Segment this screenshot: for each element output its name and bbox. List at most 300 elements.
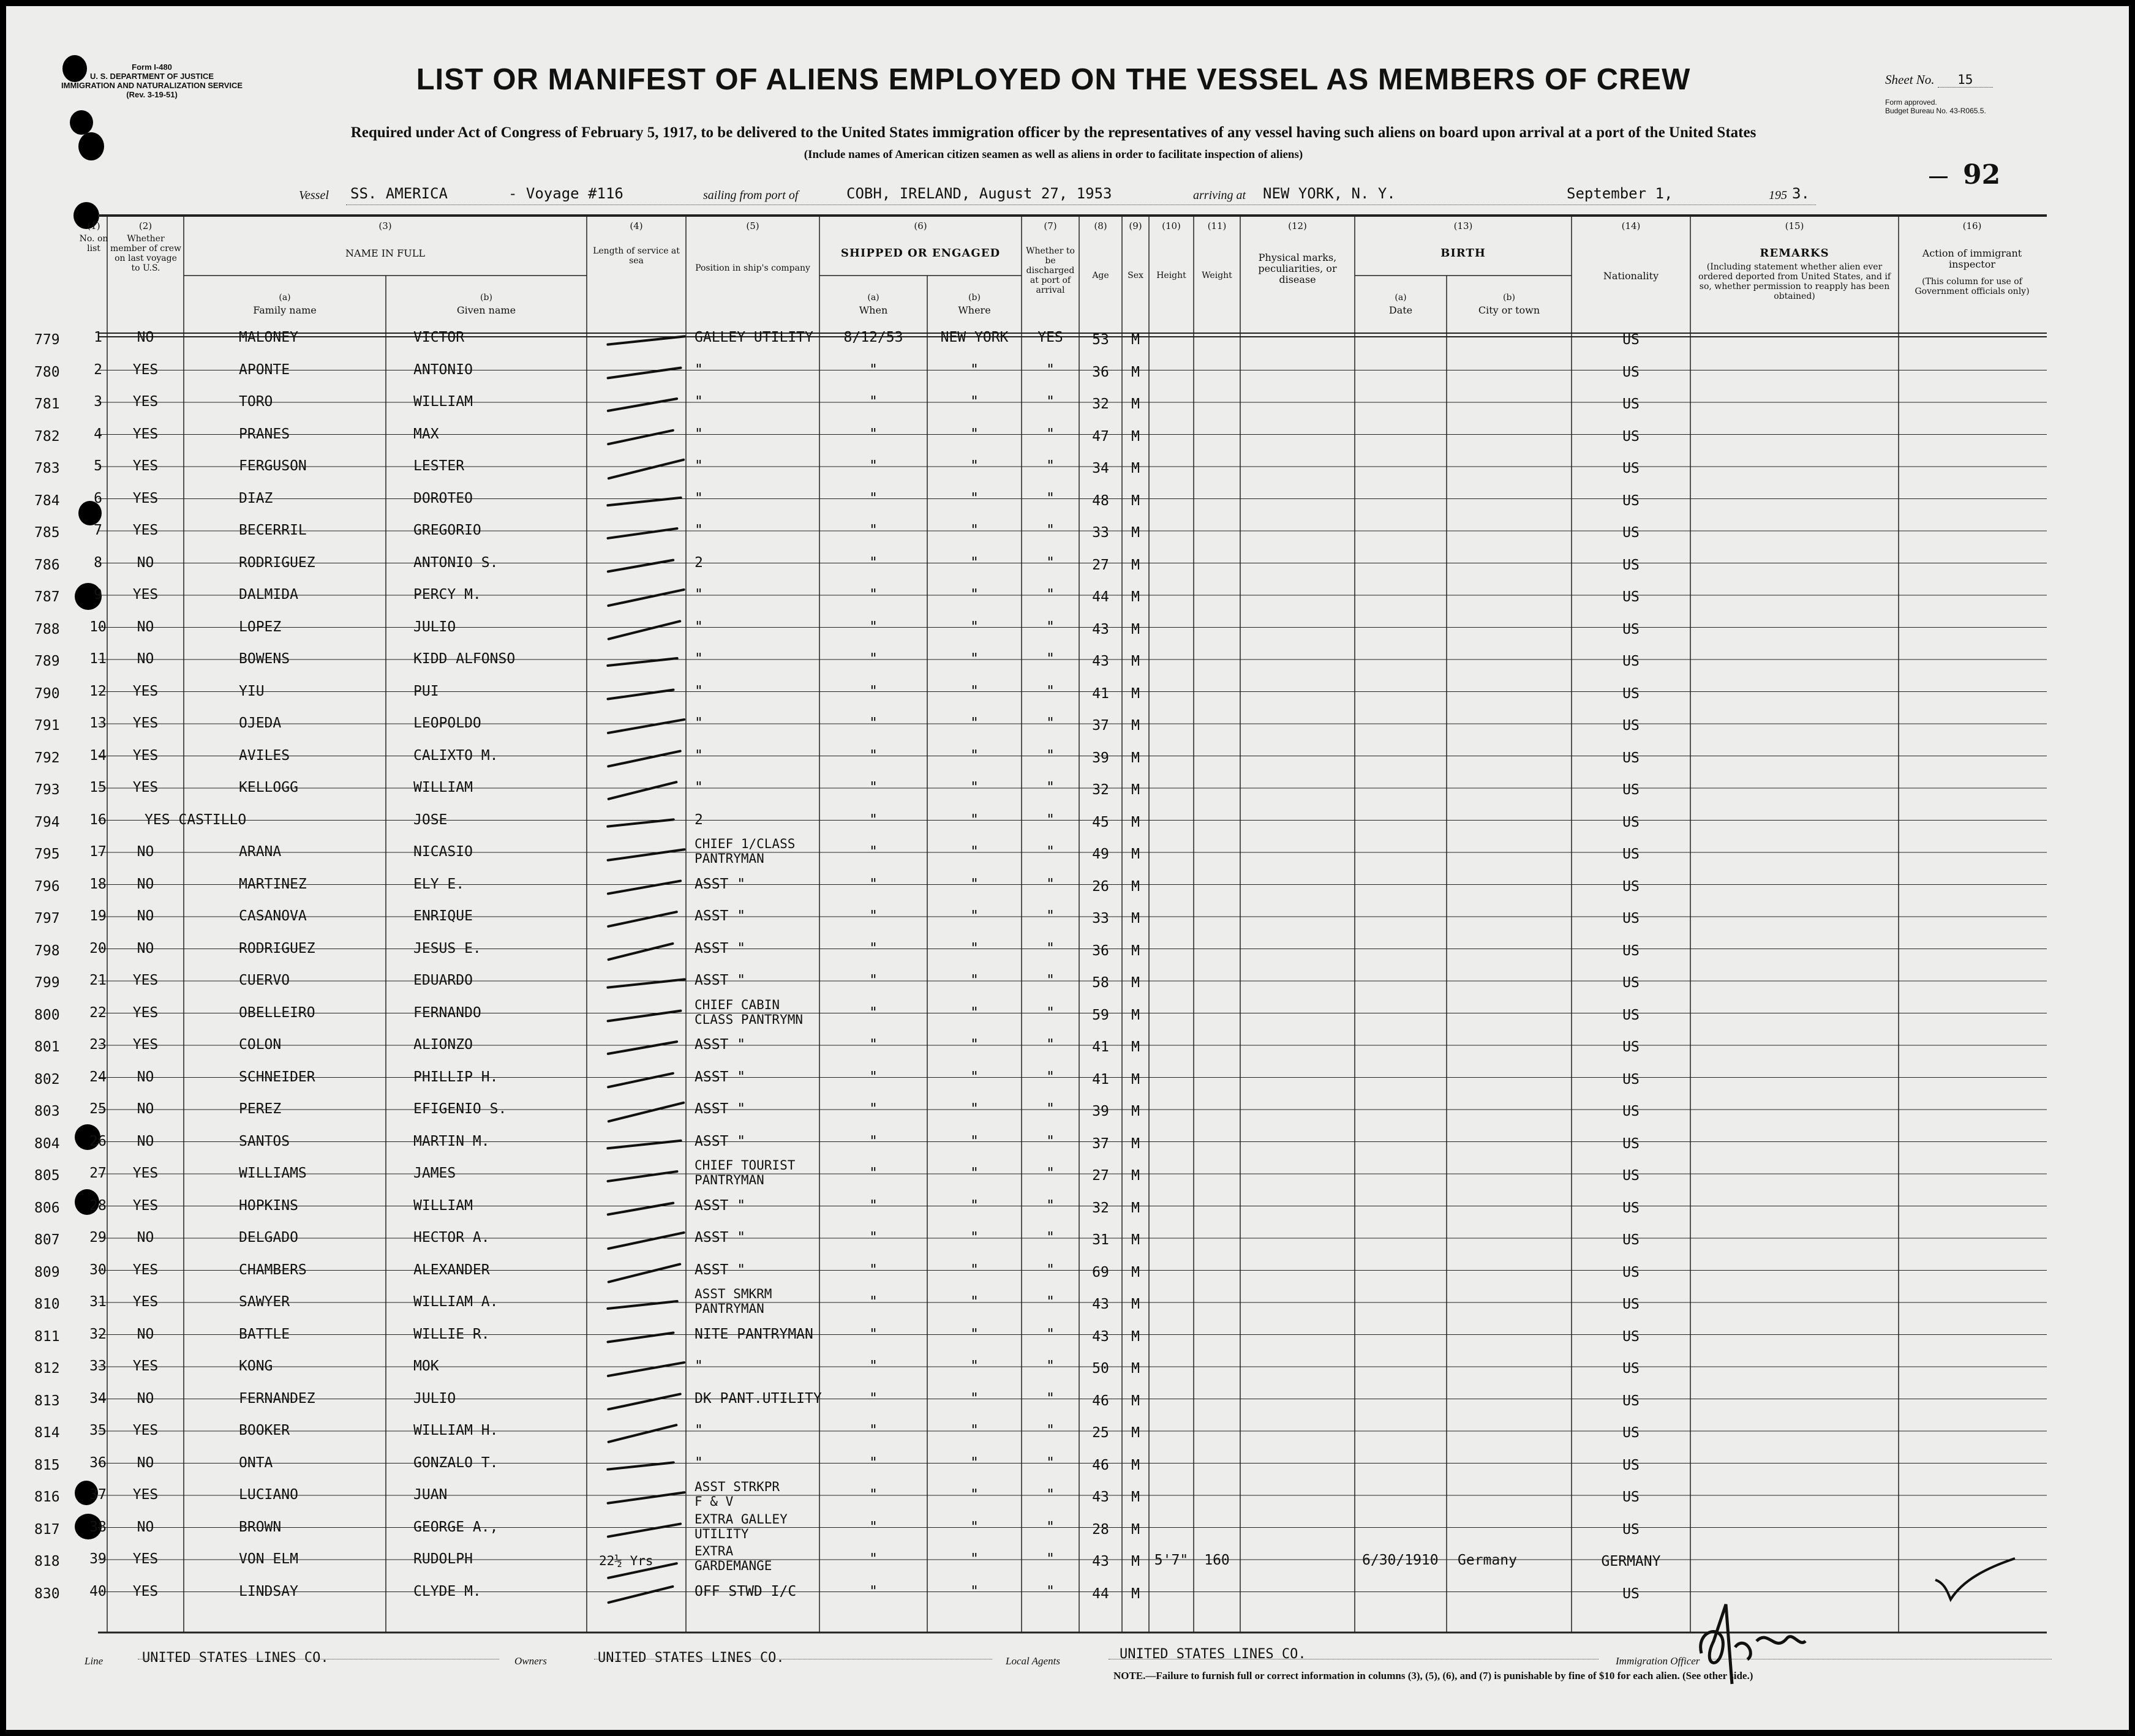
officer-label: Immigration Officer (1616, 1655, 1700, 1667)
row-family-name: KELLOGG (239, 780, 298, 795)
row-shipped-when: " (869, 1261, 878, 1278)
col-12-header: Physical marks, peculiarities, or disease (1258, 252, 1337, 285)
row-age: 27 (1092, 1168, 1109, 1184)
arriving-port: NEW YORK, N. Y. (1263, 185, 1396, 202)
row-list-number: 33 (89, 1358, 107, 1374)
row-family-name: DIAZ (239, 490, 273, 506)
row-family-name: DELGADO (239, 1230, 298, 1246)
row-given-name: GREGORIO (413, 522, 481, 538)
row-list-number: 16 (89, 811, 107, 828)
row-shipped-when: " (869, 1551, 878, 1567)
row-discharge: " (1046, 1519, 1055, 1535)
row-discharge: " (1046, 1133, 1055, 1149)
row-nationality: US (1622, 814, 1640, 830)
row-position: " (695, 683, 703, 699)
row-sequence-number: 790 (34, 685, 60, 702)
row-age: 43 (1092, 1554, 1109, 1569)
row-discharge: " (1046, 1101, 1055, 1117)
row-age: 43 (1092, 1328, 1109, 1345)
col-13-header: BIRTH (1440, 247, 1486, 260)
row-shipped-where: " (970, 490, 979, 506)
col-13b-letter: (b) (1503, 293, 1515, 302)
row-sequence-number: 793 (34, 782, 60, 798)
row-discharge: " (1046, 908, 1055, 924)
col-16-subheader: (This column for use of Government officials only) (1915, 277, 2030, 296)
row-discharge: " (1046, 1261, 1055, 1278)
row-given-name: ALIONZO (413, 1037, 473, 1053)
row-sex: M (1131, 1328, 1140, 1345)
row-given-name: LESTER (413, 458, 465, 474)
row-sequence-number: 801 (34, 1039, 60, 1055)
row-discharge: " (1046, 1551, 1055, 1567)
col-6a-header: When (859, 304, 888, 316)
row-sequence-number: 799 (34, 975, 60, 991)
row-position: " (695, 426, 703, 442)
row-last-voyage: NO (137, 1390, 154, 1407)
row-age: 46 (1092, 1457, 1109, 1473)
row-given-name: ELY E. (413, 876, 465, 892)
row-last-voyage: YES (132, 490, 159, 506)
row-sequence-number: 809 (34, 1264, 60, 1280)
row-shipped-where: NEW YORK (940, 329, 1009, 345)
row-shipped-when: " (869, 683, 878, 699)
row-list-number: 12 (89, 683, 107, 699)
col-13-number: (13) (1453, 220, 1473, 231)
row-nationality: US (1622, 750, 1640, 766)
row-last-voyage: NO (137, 1133, 154, 1149)
col-3a-letter: (a) (279, 293, 291, 302)
form-number: Form I-480 (132, 62, 172, 72)
row-position: ASST " (695, 908, 746, 924)
row-shipped-when: " (869, 1358, 878, 1374)
col-14-number: (14) (1621, 220, 1641, 231)
row-family-name: SAWYER (239, 1294, 290, 1310)
row-position: ASST STRKPR (695, 1479, 780, 1494)
row-sex: M (1131, 1457, 1140, 1473)
row-last-voyage: YES (132, 394, 159, 410)
row-list-number: 1 (94, 329, 102, 345)
revision-date: (Rev. 3-19-51) (126, 90, 178, 99)
row-last-voyage: YES (132, 780, 159, 795)
row-discharge: " (1046, 1294, 1055, 1310)
col-4-header: Length of service at sea (593, 246, 680, 266)
row-shipped-where: " (970, 811, 979, 828)
row-discharge: " (1046, 1390, 1055, 1407)
row-sequence-number: 814 (34, 1425, 60, 1441)
row-family-name: FERGUSON (239, 458, 307, 474)
row-position-line2: PANTRYMAN (695, 1301, 764, 1316)
col-1-number: (1) (87, 220, 100, 231)
row-sex: M (1131, 782, 1140, 798)
service-mark (607, 781, 677, 800)
row-nationality: US (1622, 332, 1640, 348)
service-mark (607, 1201, 675, 1216)
row-sex: M (1131, 1296, 1140, 1312)
sheet-label: Sheet No. (1885, 72, 1935, 87)
service-mark (607, 1040, 679, 1055)
row-sex: M (1131, 1071, 1140, 1088)
service-mark (607, 1361, 686, 1378)
row-sex: M (1131, 460, 1140, 476)
row-given-name: EDUARDO (413, 972, 473, 988)
row-nationality: US (1622, 911, 1640, 926)
row-given-name: GONZALO T. (413, 1454, 499, 1471)
row-nationality: US (1622, 525, 1640, 541)
row-nationality: US (1622, 878, 1640, 895)
row-shipped-where: " (970, 1358, 979, 1374)
row-discharge: " (1046, 651, 1055, 667)
row-nationality: US (1622, 1585, 1640, 1602)
col-3b-letter: (b) (480, 293, 492, 302)
col-16-number: (16) (1962, 220, 1982, 231)
row-sequence-number: 784 (34, 492, 60, 509)
sheet-value: 15 (1938, 72, 1993, 88)
row-shipped-where: " (970, 394, 979, 410)
row-list-number: 24 (89, 1069, 107, 1085)
row-sequence-number: 791 (34, 718, 60, 734)
col-13a-letter: (a) (1395, 293, 1407, 302)
row-list-number: 8 (94, 554, 102, 571)
department-name: U. S. DEPARTMENT OF JUSTICE (90, 72, 214, 81)
service-mark (606, 527, 678, 539)
col-10-number: (10) (1162, 220, 1181, 231)
row-sex: M (1131, 718, 1140, 734)
year-prefix: 195 (1769, 189, 1787, 202)
row-list-number: 39 (89, 1551, 107, 1567)
row-age: 32 (1092, 1200, 1109, 1216)
row-shipped-where: " (970, 458, 979, 474)
row-shipped-where: " (970, 618, 979, 635)
row-sequence-number: 787 (34, 589, 60, 605)
col-5-number: (5) (746, 220, 759, 231)
row-given-name: PERCY M. (413, 587, 481, 603)
row-age: 39 (1092, 750, 1109, 766)
row-nationality: US (1622, 621, 1640, 637)
row-family-name: KONG (239, 1358, 273, 1374)
row-list-number: 4 (94, 426, 102, 442)
voyage-number: - Voyage #116 (508, 185, 623, 202)
row-shipped-when: " (869, 618, 878, 635)
row-family-name: MARTINEZ (239, 876, 307, 892)
row-shipped-where: " (970, 1551, 979, 1567)
row-sequence-number: 782 (34, 428, 60, 445)
row-family-name: CHAMBERS (239, 1261, 307, 1278)
row-position: CHIEF TOURIST (695, 1158, 796, 1173)
col-14-header: Nationality (1603, 270, 1659, 282)
row-discharge: " (1046, 1326, 1055, 1342)
row-shipped-where: " (970, 715, 979, 731)
row-position: " (695, 1358, 703, 1374)
row-age: 37 (1092, 1135, 1109, 1152)
row-discharge: " (1046, 1069, 1055, 1085)
row-given-name: CALIXTO M. (413, 747, 499, 764)
row-family-name: TORO (239, 394, 273, 410)
row-nationality: US (1622, 1200, 1640, 1216)
col-6b-letter: (b) (968, 293, 981, 302)
row-family-name: APONTE (239, 361, 290, 378)
row-discharge: " (1046, 876, 1055, 892)
row-sex: M (1131, 1039, 1140, 1055)
row-sex: M (1131, 621, 1140, 637)
service-mark (606, 1009, 682, 1022)
row-list-number: 9 (94, 587, 102, 603)
row-age: 41 (1092, 1071, 1109, 1088)
col-2-number: (2) (138, 220, 152, 231)
col-9-number: (9) (1129, 220, 1142, 231)
col-8-header: Age (1092, 271, 1109, 280)
row-nationality: US (1622, 428, 1640, 445)
service-mark (607, 718, 686, 735)
col-6a-letter: (a) (867, 293, 879, 302)
row-list-number: 14 (89, 747, 107, 764)
row-last-voyage: YES (132, 522, 159, 538)
row-shipped-when: " (869, 844, 878, 860)
col-9-header: Sex (1128, 271, 1143, 280)
row-list-number: 5 (94, 458, 102, 474)
col-2-header: Whether member of crew on last voyage to U.S. (110, 234, 182, 273)
row-nationality: US (1622, 1328, 1640, 1345)
service-mark (607, 911, 678, 928)
row-nationality: US (1622, 460, 1640, 476)
row-discharge: " (1046, 458, 1055, 474)
row-sequence-number: 815 (34, 1457, 60, 1473)
row-position: " (695, 618, 703, 635)
col-3a-header: Family name (253, 304, 317, 316)
row-shipped-when: " (869, 651, 878, 667)
row-list-number: 17 (89, 844, 107, 860)
col-4-number: (4) (630, 220, 643, 231)
row-discharge: " (1046, 394, 1055, 410)
col-3-header: NAME IN FULL (345, 247, 425, 259)
arrival-date: September 1, (1567, 185, 1673, 202)
row-last-voyage: NO (137, 1230, 154, 1246)
row-list-number: 27 (89, 1165, 107, 1181)
row-age: 25 (1092, 1425, 1109, 1441)
row-family-name: OJEDA (239, 715, 282, 731)
row-age: 69 (1092, 1264, 1109, 1280)
row-shipped-where: " (970, 1326, 979, 1342)
row-age: 37 (1092, 718, 1109, 734)
row-given-name: ENRIQUE (413, 908, 473, 924)
row-nationality: US (1622, 492, 1640, 509)
row-shipped-when: " (869, 780, 878, 795)
col-15-subheader: (Including statement whether alien ever ordered deported from United States, and if so, whether permission to reapply has been obtained) (1698, 262, 1891, 301)
row-list-number: 35 (89, 1422, 107, 1438)
row-list-number: 29 (89, 1230, 107, 1246)
row-last-voyage: NO (137, 876, 154, 892)
row-position: " (695, 458, 703, 474)
row-last-voyage: YES (132, 1583, 159, 1599)
row-nationality: US (1622, 1039, 1640, 1055)
row-nationality: US (1622, 1521, 1640, 1538)
row-sequence-number: 781 (34, 396, 60, 412)
row-shipped-when: " (869, 1197, 878, 1214)
row-position-line2: PANTRYMAN (695, 1173, 764, 1187)
row-sequence-number: 806 (34, 1200, 60, 1216)
row-position: " (695, 522, 703, 538)
row-discharge: " (1046, 940, 1055, 956)
row-shipped-where: " (970, 426, 979, 442)
row-sequence-number: 785 (34, 525, 60, 541)
service-mark (606, 1491, 685, 1505)
row-shipped-where: " (970, 554, 979, 571)
row-shipped-when: " (869, 522, 878, 538)
row-height: 5'7" (1154, 1552, 1189, 1568)
row-discharge: " (1046, 972, 1055, 988)
row-shipped-when: " (869, 1422, 878, 1438)
row-nationality: US (1622, 1296, 1640, 1312)
row-last-voyage: YES (132, 1551, 159, 1567)
row-position-line2: UTILITY (695, 1526, 749, 1541)
row-nationality: US (1622, 364, 1640, 380)
row-list-number: 23 (89, 1037, 107, 1053)
row-nationality: US (1622, 653, 1640, 669)
row-position: " (695, 1454, 703, 1471)
row-age: 41 (1092, 1039, 1109, 1055)
row-discharge: " (1046, 618, 1055, 635)
row-shipped-when: " (869, 1069, 878, 1085)
row-discharge: " (1046, 780, 1055, 795)
row-last-voyage: NO (137, 1101, 154, 1117)
row-given-name: RUDOLPH (413, 1551, 473, 1567)
row-position: EXTRA GALLEY (695, 1511, 788, 1527)
row-shipped-when: " (869, 1390, 878, 1407)
row-position: 2 (695, 811, 703, 828)
row-discharge: " (1046, 1454, 1055, 1471)
service-mark (607, 1585, 674, 1604)
row-shipped-where: " (970, 1519, 979, 1535)
row-discharge: " (1046, 554, 1055, 571)
row-discharge: " (1046, 811, 1055, 828)
row-position: ASST " (695, 1230, 746, 1246)
sheet-number (1885, 72, 1993, 88)
row-family-name: BECERRIL (239, 522, 307, 538)
row-sex: M (1131, 653, 1140, 669)
row-sequence-number: 816 (34, 1489, 60, 1505)
col-10-header: Height (1156, 271, 1186, 280)
row-list-number: 37 (89, 1487, 107, 1503)
row-discharge: " (1046, 1037, 1055, 1053)
row-age: 27 (1092, 557, 1109, 573)
row-shipped-where: " (970, 1230, 979, 1246)
service-mark (606, 496, 682, 506)
service-mark (606, 657, 679, 667)
row-family-name: CUERVO (239, 972, 290, 988)
row-sequence-number: 796 (34, 878, 60, 895)
row-shipped-when: " (869, 715, 878, 731)
row-nationality: US (1622, 1457, 1640, 1473)
row-last-voyage: YES (132, 1004, 159, 1021)
row-family-name: BOWENS (239, 651, 290, 667)
row-nationality: US (1622, 975, 1640, 991)
col-11-number: (11) (1207, 220, 1227, 231)
row-discharge: " (1046, 1197, 1055, 1214)
binder-hole (70, 110, 93, 135)
row-age: 26 (1092, 878, 1109, 895)
row-shipped-when: " (869, 587, 878, 603)
row-discharge: YES (1037, 329, 1063, 345)
penalty-note: NOTE.—Failure to furnish full or correct information in columns (3), (5), (6), and (7) is punishable by fine of $10 for each alien. (See other side.) (1113, 1670, 1753, 1682)
row-shipped-where: " (970, 1261, 979, 1278)
row-shipped-where: " (970, 1454, 979, 1471)
handwritten-page-number: 92 (1963, 159, 2001, 190)
page-title: LIST OR MANIFEST OF ALIENS EMPLOYED ON THE VESSEL AS MEMBERS OF CREW (416, 63, 1691, 96)
row-age: 36 (1092, 942, 1109, 959)
row-shipped-where: " (970, 1294, 979, 1310)
row-sex: M (1131, 1200, 1140, 1216)
row-discharge: " (1046, 1487, 1055, 1503)
row-position: ASST " (695, 1197, 746, 1214)
agents-value: UNITED STATES LINES CO. (1120, 1647, 1306, 1662)
row-age: 33 (1092, 911, 1109, 926)
row-given-name: GEORGE A., (413, 1519, 499, 1535)
row-age: 58 (1092, 975, 1109, 991)
row-given-name: CLYDE M. (413, 1583, 481, 1599)
row-last-voyage: NO (137, 1069, 154, 1085)
row-service-length: 22½ Yrs (599, 1554, 653, 1568)
row-age: 44 (1092, 1585, 1109, 1602)
legal-requirement: Required under Act of Congress of February 5, 1917, to be delivered to the United States immigration officer by the representatives of any vessel having such aliens on board upon arrival at a port of the United States (350, 124, 1757, 141)
row-shipped-where: " (970, 683, 979, 699)
row-list-number: 25 (89, 1101, 107, 1117)
row-age: 32 (1092, 782, 1109, 798)
sailing-port: COBH, IRELAND, August 27, 1953 (846, 185, 1112, 202)
row-list-number: 19 (89, 908, 107, 924)
row-last-voyage: NO (137, 1454, 154, 1471)
row-position: 2 (695, 554, 703, 571)
row-last-voyage: YES (132, 715, 159, 731)
row-family-name: PEREZ (239, 1101, 282, 1117)
row-family-name: VON ELM (239, 1551, 298, 1567)
row-list-number: 26 (89, 1133, 107, 1149)
dash-mark (1929, 176, 1948, 178)
row-shipped-when: " (869, 458, 878, 474)
row-sex: M (1131, 846, 1140, 862)
row-sequence-number: 792 (34, 750, 60, 766)
row-sex: M (1131, 1554, 1140, 1569)
row-sequence-number: 812 (34, 1361, 60, 1377)
row-discharge: " (1046, 1583, 1055, 1599)
row-nationality: US (1622, 718, 1640, 734)
row-list-number: 38 (89, 1519, 107, 1535)
row-position: CHIEF 1/CLASS (695, 836, 796, 851)
row-position: OFF STWD I/C (695, 1583, 797, 1599)
row-age: 34 (1092, 460, 1109, 476)
row-shipped-where: " (970, 1133, 979, 1149)
row-sequence-number: 810 (34, 1296, 60, 1312)
row-last-voyage: YES (132, 1422, 159, 1438)
service-mark (606, 335, 686, 346)
row-sex: M (1131, 1135, 1140, 1152)
row-sequence-number: 800 (34, 1007, 60, 1023)
row-sequence-number: 794 (34, 814, 60, 830)
row-position-line2: GARDEMANGE (695, 1558, 772, 1573)
form-agency-block (61, 62, 243, 99)
row-shipped-where: " (970, 587, 979, 603)
row-shipped-when: " (869, 1294, 878, 1310)
service-mark (607, 458, 685, 479)
col-6b-header: Where (958, 304, 991, 316)
row-sex: M (1131, 364, 1140, 380)
officer-signature (1689, 1580, 1812, 1702)
service-mark (606, 688, 674, 701)
row-list-number: 10 (89, 618, 107, 635)
row-age: 59 (1092, 1007, 1109, 1023)
row-given-name: LEOPOLDO (413, 715, 481, 731)
row-sex: M (1131, 396, 1140, 412)
row-last-voyage: NO (137, 329, 154, 345)
row-given-name: WILLIE R. (413, 1326, 490, 1342)
